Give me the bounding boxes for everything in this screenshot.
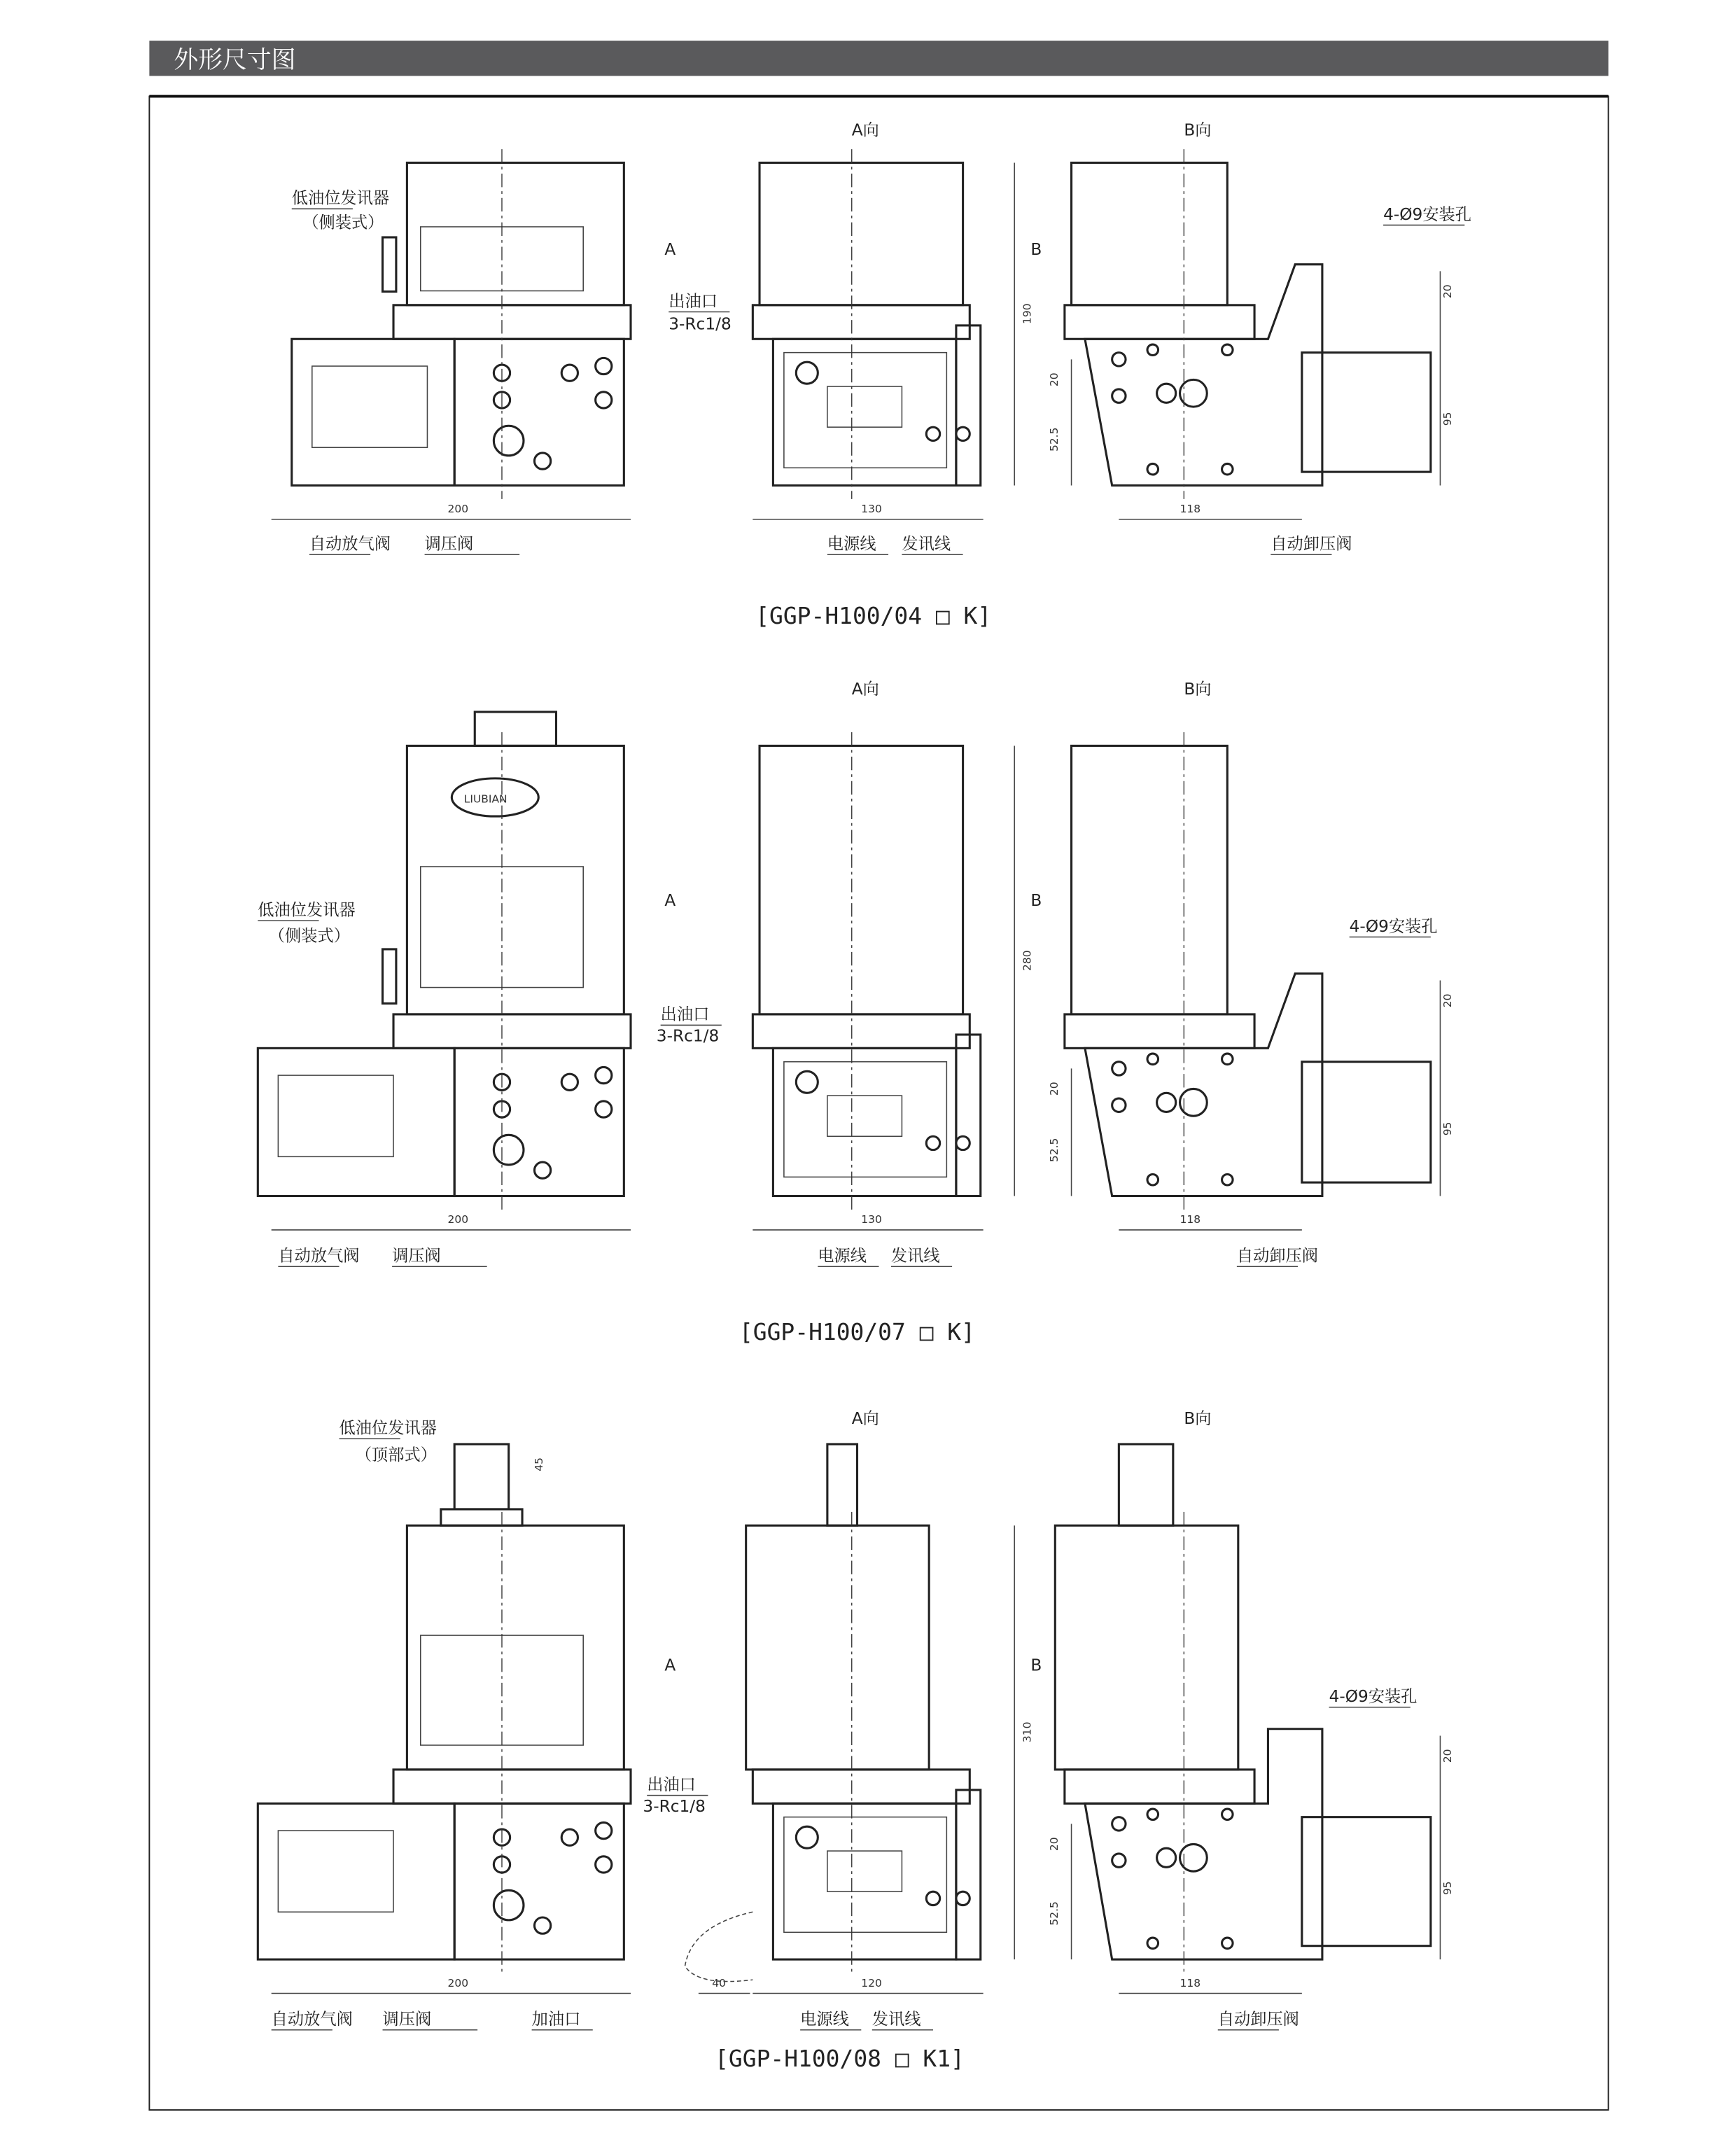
view-a-title: A向 [851,1408,879,1428]
callout-regulator: 调压阀 [392,1246,441,1266]
dim-height: 280 [1021,950,1034,971]
dim-front: 130 [861,503,882,516]
callout-sensor: 低油位发讯器 [258,900,356,920]
side-view [258,1444,631,1994]
dim-h3: 95 [1441,1881,1454,1896]
callout-signal: 发讯线 [902,534,951,554]
callout-holes: 4-Ø9安装孔 [1349,916,1438,936]
callout-bleed: 自动放气阀 [278,1246,360,1266]
callout-signal: 发讯线 [890,1246,940,1266]
dim-front: 130 [861,1213,882,1226]
view-b-title: B向 [1184,1408,1212,1428]
dim-side: 40 [712,1976,726,1989]
model-drawing-3 [258,1409,1454,2072]
model-caption: [GGP-H100/04 □ K] [755,602,992,630]
callout-signal: 发讯线 [872,2010,921,2029]
section-arrow-a: A [664,1656,676,1675]
view-a [664,680,1042,1230]
callout-outlet-spec: 3-Rc1/8 [643,1796,706,1816]
view-a-title: A向 [851,679,879,699]
view-b-title: B向 [1184,679,1212,699]
dim-width: 200 [447,503,469,516]
callout-bleed: 自动放气阀 [309,534,391,554]
callout-regulator: 调压阀 [424,534,474,554]
dim-hole-pitch: 20 [1441,1749,1454,1763]
callout-outlet: 出油口 [647,1775,696,1794]
callout-power: 电源线 [818,1246,867,1266]
dim-h1: 20 [1048,1837,1061,1852]
callout-outlet-spec: 3-Rc1/8 [668,314,732,334]
view-b [1048,121,1454,519]
callout-regulator: 调压阀 [382,2010,432,2029]
section-arrow-b: B [1030,890,1042,910]
callout-sensor-type: （顶部式） [355,1446,437,1465]
callout-sensor: 低油位发讯器 [339,1418,437,1438]
dim-b-width: 118 [1180,1213,1201,1226]
callout-sensor: 低油位发讯器 [291,188,390,208]
model-caption: [GGP-H100/08 □ K1] [715,2045,965,2073]
callout-outlet: 出油口 [660,1005,710,1024]
callout-power: 电源线 [800,2010,849,2029]
dim-top: 45 [533,1457,546,1471]
view-b [533,1409,1454,1994]
logo-badge: LIUBIAN [463,792,507,806]
dim-front: 120 [861,1976,882,1989]
view-a-title: A向 [851,120,879,140]
callout-relief: 自动卸压阀 [1236,1246,1319,1266]
section-arrow-a: A [664,890,676,910]
section-arrow-b: B [1030,240,1042,260]
dim-h3: 95 [1441,412,1454,426]
dim-b-width: 118 [1180,1976,1201,1989]
dim-height: 310 [1021,1721,1034,1743]
dim-width: 200 [447,1213,469,1226]
callout-holes: 4-Ø9安装孔 [1329,1687,1418,1707]
section-arrow-a: A [664,240,676,260]
drawing-frame [149,97,1608,2111]
dim-width: 200 [447,1976,469,1989]
callout-holes: 4-Ø9安装孔 [1383,204,1472,224]
dim-b-width: 118 [1180,503,1201,516]
dim-h1: 20 [1048,1082,1061,1096]
dim-h2: 52.5 [1048,1138,1061,1163]
section-title: 外形尺寸图 [174,46,296,74]
callout-filler: 加油口 [531,2010,581,2029]
dim-hole-pitch: 20 [1441,284,1454,299]
header-bar [149,41,1608,76]
section-arrow-b: B [1030,1656,1042,1675]
callout-bleed: 自动放气阀 [271,2010,353,2029]
view-b [1048,680,1454,1230]
callout-outlet-spec: 3-Rc1/8 [656,1026,720,1046]
side-view [258,712,631,1230]
callout-relief: 自动卸压阀 [1270,534,1352,554]
callout-outlet: 出油口 [668,291,718,311]
model-caption: [GGP-H100/07 □ K] [738,1317,975,1345]
callout-sensor-type: （侧装式） [268,926,350,946]
dim-h2: 52.5 [1048,427,1061,452]
callout-sensor-type: （侧装式） [302,213,384,232]
model-drawing-1 [272,121,1471,629]
dim-hole-pitch: 20 [1441,993,1454,1008]
dim-height: 190 [1021,303,1034,324]
callout-relief: 自动卸压阀 [1217,2010,1299,2029]
view-b-title: B向 [1184,120,1212,140]
view-a [664,1409,1042,1994]
callout-power: 电源线 [827,534,876,554]
dim-h2: 52.5 [1048,1901,1061,1926]
dim-h3: 95 [1441,1121,1454,1136]
model-drawing-2 [258,680,1454,1345]
dim-h1: 20 [1048,372,1061,387]
